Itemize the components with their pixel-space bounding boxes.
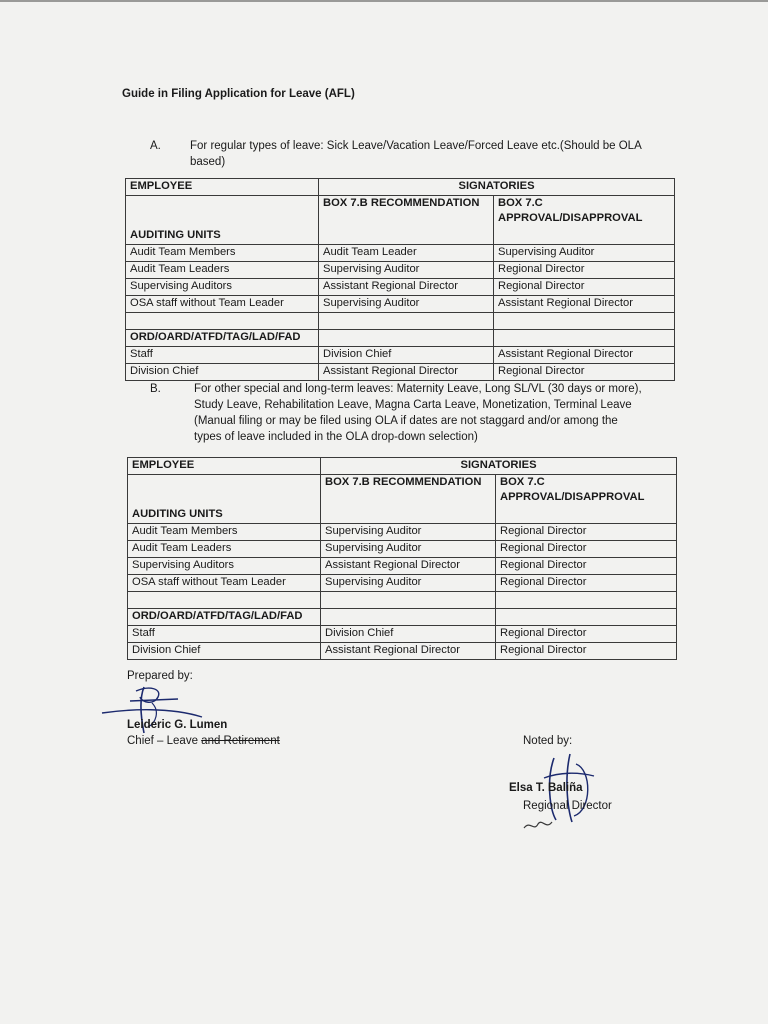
blank-cell: [319, 313, 494, 330]
signatories-table-a: [125, 178, 675, 381]
blank-cell: [126, 313, 319, 330]
recommendation-cell: Supervising Auditor: [321, 524, 496, 541]
table-row: [128, 626, 677, 643]
approval-cell: Assistant Regional Director: [494, 296, 675, 313]
section-b-line: types of leave included in the OLA drop-down selection): [194, 431, 478, 443]
table-header-row: [128, 458, 677, 475]
blank-cell: [321, 609, 496, 626]
approval-cell: Regional Director: [496, 626, 677, 643]
group-ord: ORD/OARD/ATFD/TAG/LAD/FAD: [126, 330, 319, 347]
scan-edge: [0, 0, 768, 2]
table-row: [128, 643, 677, 660]
recommendation-cell: Audit Team Leader: [319, 245, 494, 262]
table-row: [126, 347, 675, 364]
table-row: [126, 262, 675, 279]
table-header-row: [126, 179, 675, 196]
blank-cell: [128, 475, 321, 508]
recommendation-cell: Supervising Auditor: [321, 575, 496, 592]
table-row: [126, 245, 675, 262]
recommendation-cell: Division Chief: [319, 347, 494, 364]
section-b: [150, 381, 690, 447]
table-row: [128, 524, 677, 541]
blank-cell: [126, 196, 319, 229]
table-spacer-row: [126, 313, 675, 330]
prepared-by-position: [127, 735, 280, 747]
section-a-text: [190, 138, 642, 170]
table-group-row: [126, 330, 675, 347]
table-header-row: [126, 196, 675, 229]
prepared-by-label: Prepared by:: [127, 670, 193, 682]
table-row: [128, 558, 677, 575]
employee-cell: Division Chief: [126, 364, 319, 381]
recommendation-cell: Assistant Regional Director: [319, 279, 494, 296]
box-7c-header: [496, 475, 677, 524]
recommendation-cell: Supervising Auditor: [321, 541, 496, 558]
recommendation-cell: Assistant Regional Director: [319, 364, 494, 381]
employee-cell: Audit Team Members: [128, 524, 321, 541]
blank-cell: [496, 592, 677, 609]
table-header-row: [128, 475, 677, 508]
recommendation-cell: Supervising Auditor: [319, 262, 494, 279]
signatories-header: SIGNATORIES: [321, 458, 677, 475]
section-a-line: based): [190, 156, 226, 168]
employee-header: EMPLOYEE: [126, 179, 319, 196]
table-row: [128, 541, 677, 558]
recommendation-cell: Assistant Regional Director: [321, 558, 496, 575]
employee-cell: Division Chief: [128, 643, 321, 660]
position-text-struck: and Retirement: [201, 735, 280, 747]
box-7b-header: BOX 7.B RECOMMENDATION: [321, 475, 496, 524]
signature-noted-icon: [516, 750, 606, 840]
employee-cell: Staff: [126, 347, 319, 364]
table-spacer-row: [128, 592, 677, 609]
section-b-letter: B.: [150, 383, 161, 395]
employee-header: EMPLOYEE: [128, 458, 321, 475]
approval-cell: Regional Director: [496, 541, 677, 558]
box-7c-line: APPROVAL/DISAPPROVAL: [500, 491, 645, 503]
approval-cell: Regional Director: [496, 575, 677, 592]
approval-cell: Regional Director: [494, 262, 675, 279]
section-b-line: Study Leave, Rehabilitation Leave, Magna Carta Leave, Monetization, Terminal Leave: [194, 399, 632, 411]
section-b-line: (Manual filing or may be filed using OLA if dates are not staggard and/or among the: [194, 415, 618, 427]
noted-by-label: Noted by:: [523, 735, 573, 747]
table-row: [128, 575, 677, 592]
recommendation-cell: Assistant Regional Director: [321, 643, 496, 660]
signatories-table-b: [127, 457, 677, 660]
noted-by-position: Regional Director: [523, 800, 612, 812]
section-a-line: For regular types of leave: Sick Leave/Vacation Leave/Forced Leave etc.(Should be OLA: [190, 140, 642, 152]
blank-cell: [321, 592, 496, 609]
noted-by-name: Elsa T. Baliña: [509, 782, 583, 794]
section-b-line: For other special and long-term leaves: Maternity Leave, Long SL/VL (30 days or more),: [194, 383, 642, 395]
box-7c-line: BOX 7.C: [498, 197, 543, 209]
blank-cell: [319, 330, 494, 347]
prepared-by-name: Leideric G. Lumen: [127, 719, 228, 731]
recommendation-cell: Supervising Auditor: [319, 296, 494, 313]
approval-cell: Supervising Auditor: [494, 245, 675, 262]
table-group-row: [128, 609, 677, 626]
approval-cell: Regional Director: [496, 524, 677, 541]
blank-cell: [496, 609, 677, 626]
table-row: [126, 296, 675, 313]
box-7c-header: [494, 196, 675, 245]
group-auditing-units: AUDITING UNITS: [126, 228, 319, 245]
box-7b-header: BOX 7.B RECOMMENDATION: [319, 196, 494, 245]
approval-cell: Assistant Regional Director: [494, 347, 675, 364]
table-row: [126, 364, 675, 381]
employee-cell: OSA staff without Team Leader: [128, 575, 321, 592]
box-7c-line: APPROVAL/DISAPPROVAL: [498, 212, 643, 224]
table-row: [126, 279, 675, 296]
employee-cell: Staff: [128, 626, 321, 643]
approval-cell: Regional Director: [496, 643, 677, 660]
position-text: Chief – Leave: [127, 735, 202, 747]
group-auditing-units: AUDITING UNITS: [128, 507, 321, 524]
section-b-text: [194, 381, 642, 445]
box-7c-line: BOX 7.C: [500, 476, 545, 488]
section-a-letter: A.: [150, 140, 161, 152]
document-title: Guide in Filing Application for Leave (AFL): [122, 88, 355, 100]
employee-cell: Audit Team Leaders: [128, 541, 321, 558]
group-ord: ORD/OARD/ATFD/TAG/LAD/FAD: [128, 609, 321, 626]
blank-cell: [494, 330, 675, 347]
employee-cell: Audit Team Members: [126, 245, 319, 262]
approval-cell: Regional Director: [496, 558, 677, 575]
blank-cell: [128, 592, 321, 609]
blank-cell: [494, 313, 675, 330]
employee-cell: Audit Team Leaders: [126, 262, 319, 279]
recommendation-cell: Division Chief: [321, 626, 496, 643]
approval-cell: Regional Director: [494, 364, 675, 381]
section-a: [150, 138, 690, 172]
employee-cell: Supervising Auditors: [126, 279, 319, 296]
approval-cell: Regional Director: [494, 279, 675, 296]
employee-cell: OSA staff without Team Leader: [126, 296, 319, 313]
employee-cell: Supervising Auditors: [128, 558, 321, 575]
signatories-header: SIGNATORIES: [319, 179, 675, 196]
